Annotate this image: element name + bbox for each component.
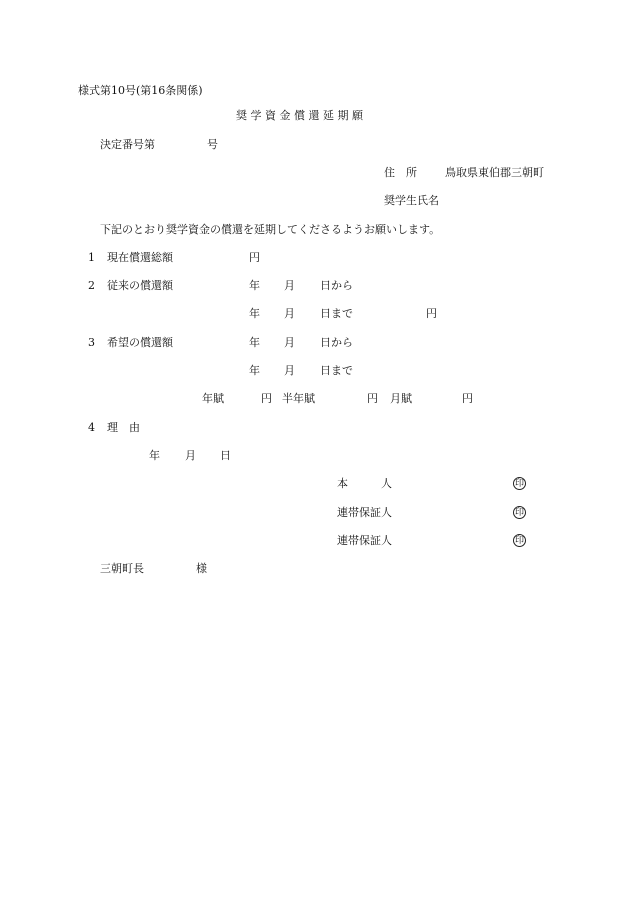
semiannual-payment-label: 半年賦 bbox=[282, 392, 315, 405]
addressee-honorific: 様 bbox=[196, 562, 207, 575]
item-3-from-month: 月 bbox=[284, 336, 295, 349]
seal-icon: 印 bbox=[514, 479, 524, 489]
seal-icon: 印 bbox=[514, 508, 524, 518]
item-2-from-month: 月 bbox=[284, 279, 295, 292]
date-day: 日 bbox=[220, 449, 231, 462]
date-year: 年 bbox=[149, 449, 160, 462]
guarantor-1-label: 連帯保証人 bbox=[337, 506, 392, 519]
signer-self-label: 本 人 bbox=[337, 477, 392, 490]
item-3-to-day: 日まで bbox=[320, 364, 353, 377]
item-1-unit: 円 bbox=[249, 251, 260, 264]
address-value: 鳥取県東伯郡三朝町 bbox=[445, 166, 544, 179]
item-3-to-month: 月 bbox=[284, 364, 295, 377]
decision-number-prefix: 決定番号第 bbox=[100, 138, 155, 151]
item-2-unit: 円 bbox=[426, 307, 437, 320]
item-1-number: 1 bbox=[88, 251, 95, 264]
item-1-label: 現在償還総額 bbox=[107, 251, 173, 264]
item-2-to-year: 年 bbox=[249, 307, 260, 320]
item-2-from-day: 日から bbox=[320, 279, 353, 292]
item-2-label: 従来の償還額 bbox=[107, 279, 173, 292]
item-2-number: 2 bbox=[88, 279, 95, 292]
form-number: 様式第10号(第16条関係) bbox=[78, 84, 203, 97]
seal-icon: 印 bbox=[514, 536, 524, 546]
item-3-from-year: 年 bbox=[249, 336, 260, 349]
annual-payment-label: 年賦 bbox=[202, 392, 224, 405]
guarantor-2-label: 連帯保証人 bbox=[337, 534, 392, 547]
date-month: 月 bbox=[185, 449, 196, 462]
item-2-from-year: 年 bbox=[249, 279, 260, 292]
address-label: 住 所 bbox=[384, 166, 417, 179]
monthly-payment-unit: 円 bbox=[462, 392, 473, 405]
item-2-to-month: 月 bbox=[284, 307, 295, 320]
item-3-label: 希望の償還額 bbox=[107, 336, 173, 349]
item-2-to-day: 日まで bbox=[320, 307, 353, 320]
item-4-number: 4 bbox=[88, 421, 95, 434]
monthly-payment-label: 月賦 bbox=[390, 392, 412, 405]
annual-payment-unit: 円 bbox=[261, 392, 272, 405]
intro-text: 下記のとおり奨学資金の償還を延期してくださるようお願いします。 bbox=[100, 223, 441, 236]
semiannual-payment-unit: 円 bbox=[367, 392, 378, 405]
item-3-to-year: 年 bbox=[249, 364, 260, 377]
item-3-from-day: 日から bbox=[320, 336, 353, 349]
item-4-label: 理 由 bbox=[107, 421, 140, 434]
document-title: 奨 学 資 金 償 還 延 期 願 bbox=[236, 109, 363, 122]
student-name-label: 奨学生氏名 bbox=[384, 194, 439, 207]
item-3-number: 3 bbox=[88, 336, 95, 349]
decision-number-suffix: 号 bbox=[207, 138, 218, 151]
addressee-label: 三朝町長 bbox=[100, 562, 144, 575]
